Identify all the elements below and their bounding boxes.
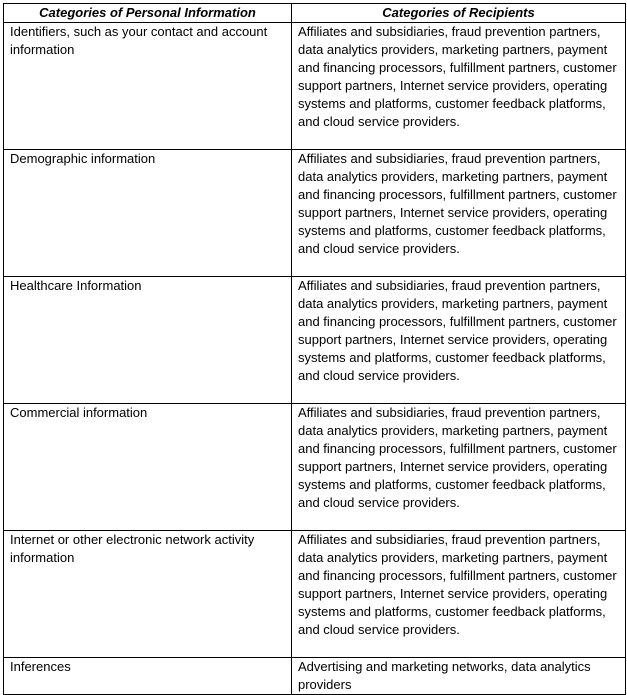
category-cell[interactable] bbox=[4, 404, 292, 531]
category-text: Demographic information bbox=[10, 151, 156, 166]
recipients-text: Affiliates and subsidiaries, fraud prevention partners, data analytics providers, marketing partners, payment and financing processors, fulfillment partners, customer support partners, Internet service providers, operating systems and platforms, customer feedback platforms, and cloud service providers. bbox=[298, 405, 617, 510]
recipients-cell[interactable] bbox=[292, 150, 626, 277]
category-text: Healthcare Information bbox=[10, 278, 142, 293]
recipients-text: Affiliates and subsidiaries, fraud prevention partners, data analytics providers, marketing partners, payment and financing processors, fulfillment partners, customer support partners, Internet service providers, operating systems and platforms, customer feedback platforms, and cloud service providers. bbox=[298, 532, 617, 637]
personal-information-table bbox=[3, 3, 626, 695]
category-text: Internet or other electronic network activity information bbox=[10, 532, 255, 565]
table-row bbox=[4, 23, 626, 150]
table-row bbox=[4, 531, 626, 658]
category-cell[interactable] bbox=[4, 531, 292, 658]
table-row bbox=[4, 658, 626, 695]
category-cell[interactable] bbox=[4, 23, 292, 150]
recipients-cell[interactable] bbox=[292, 658, 626, 695]
header-categories-of-personal-information: Categories of Personal Information bbox=[4, 4, 292, 23]
recipients-cell[interactable] bbox=[292, 277, 626, 404]
category-cell[interactable] bbox=[4, 150, 292, 277]
category-text: Inferences bbox=[10, 659, 71, 674]
recipients-cell[interactable] bbox=[292, 23, 626, 150]
recipients-text: Affiliates and subsidiaries, fraud prevention partners, data analytics providers, marketing partners, payment and financing processors, fulfillment partners, customer support partners, Internet service providers, operating systems and platforms, customer feedback platforms, and cloud service providers. bbox=[298, 24, 617, 129]
category-text: Identifiers, such as your contact and account information bbox=[10, 24, 268, 57]
header-categories-of-recipients: Categories of Recipients bbox=[292, 4, 626, 23]
table-row bbox=[4, 277, 626, 404]
category-cell[interactable] bbox=[4, 277, 292, 404]
recipients-cell[interactable] bbox=[292, 531, 626, 658]
table-body bbox=[4, 23, 626, 695]
recipients-text: Affiliates and subsidiaries, fraud prevention partners, data analytics providers, marketing partners, payment and financing processors, fulfillment partners, customer support partners, Internet service providers, operating systems and platforms, customer feedback platforms, and cloud service providers. bbox=[298, 151, 617, 256]
category-text: Commercial information bbox=[10, 405, 148, 420]
recipients-text: Advertising and marketing networks, data analytics providers bbox=[298, 659, 591, 692]
recipients-cell[interactable] bbox=[292, 404, 626, 531]
table-header bbox=[4, 4, 626, 23]
category-cell[interactable] bbox=[4, 658, 292, 695]
header-row bbox=[4, 4, 626, 23]
table-row bbox=[4, 150, 626, 277]
table-row bbox=[4, 404, 626, 531]
recipients-text: Affiliates and subsidiaries, fraud prevention partners, data analytics providers, marketing partners, payment and financing processors, fulfillment partners, customer support partners, Internet service providers, operating systems and platforms, customer feedback platforms, and cloud service providers. bbox=[298, 278, 617, 383]
